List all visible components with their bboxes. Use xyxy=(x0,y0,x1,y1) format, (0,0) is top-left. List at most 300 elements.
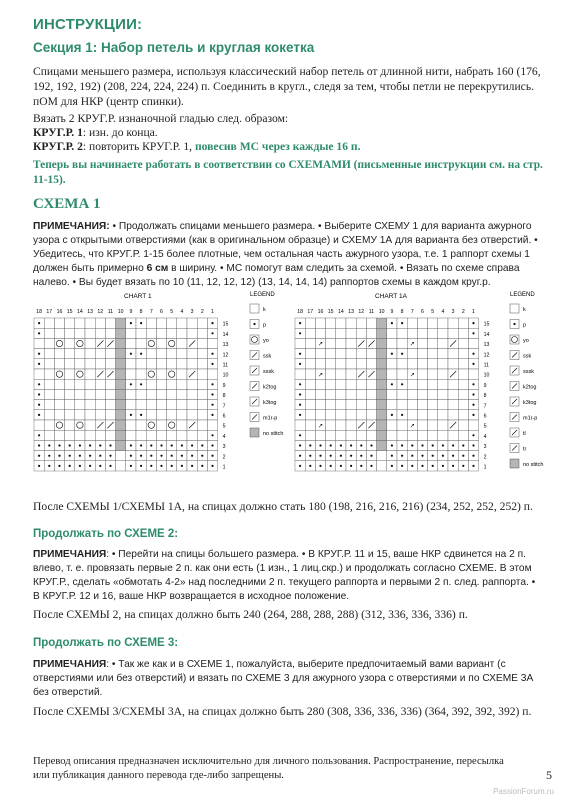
chart-cell xyxy=(65,420,75,430)
legend-label: no stitch xyxy=(523,462,544,468)
purl-dot xyxy=(340,455,342,457)
purl-dot xyxy=(360,465,362,467)
row2-green: повесив МС через каждые 16 п. xyxy=(194,140,361,153)
chart-cell xyxy=(428,430,438,440)
chart-cell xyxy=(146,389,156,399)
chart-cell xyxy=(438,349,448,359)
row-number: 10 xyxy=(483,372,490,379)
purl-dot xyxy=(432,444,434,446)
purl-dot xyxy=(452,465,454,467)
chart-cell xyxy=(448,318,458,328)
chart-cell xyxy=(177,318,187,328)
chart-cell xyxy=(116,328,126,338)
legend-label: k3tog xyxy=(263,400,277,406)
purl-dot xyxy=(350,465,352,467)
purl-dot xyxy=(171,444,173,446)
purl-dot xyxy=(160,465,162,467)
chart-cell xyxy=(315,349,325,359)
chart-cell xyxy=(366,389,376,399)
chart-cell xyxy=(458,430,468,440)
purl-dot xyxy=(58,465,60,467)
legend1a xyxy=(510,288,560,508)
chart-cell xyxy=(448,349,458,359)
col-number: 1 xyxy=(211,309,214,315)
chart-cell xyxy=(448,410,458,420)
chart-cell xyxy=(146,430,156,440)
purl-dot xyxy=(472,322,474,324)
chart-cell xyxy=(126,420,136,430)
col-number: 9 xyxy=(129,309,133,315)
row-number: 11 xyxy=(483,362,489,369)
chart-cell xyxy=(65,410,75,420)
chart-cell xyxy=(326,349,336,359)
chart-cell xyxy=(305,349,315,359)
purl-dot xyxy=(411,444,413,446)
chart-cell xyxy=(305,328,315,338)
chart-cell xyxy=(448,328,458,338)
chart-cell xyxy=(85,359,95,369)
chart-cell xyxy=(356,379,366,389)
chart-cell xyxy=(366,349,376,359)
chart-cell xyxy=(65,338,75,348)
purl-dot xyxy=(99,465,101,467)
chart-cell xyxy=(315,328,325,338)
chart-cell xyxy=(187,389,197,399)
chart-cell xyxy=(116,389,126,399)
chart-cell xyxy=(146,349,156,359)
chart-cell xyxy=(326,389,336,399)
chart-cell xyxy=(167,369,177,379)
purl-dot xyxy=(319,455,321,457)
col-number: 16 xyxy=(56,309,63,315)
purl-dot xyxy=(319,465,321,467)
col-number: 3 xyxy=(451,309,455,315)
purl-dot xyxy=(99,455,101,457)
purl-dot xyxy=(340,465,342,467)
chart-cell xyxy=(458,369,468,379)
purl-dot xyxy=(181,465,183,467)
chart-cell xyxy=(116,379,126,389)
chart-cell xyxy=(105,400,115,410)
chart-cell xyxy=(85,389,95,399)
purl-dot xyxy=(401,383,403,385)
chart-cell xyxy=(167,389,177,399)
legend-label: m1r-p xyxy=(523,415,538,422)
chart-cell xyxy=(197,430,207,440)
chart-cell xyxy=(44,430,54,440)
purl-dot xyxy=(299,455,301,457)
chart-cell xyxy=(377,359,387,369)
chart-cell xyxy=(448,400,458,410)
purl-dot xyxy=(38,414,40,416)
chart-cell xyxy=(448,389,458,399)
chart-cell xyxy=(448,379,458,389)
row1-text: : изн. до конца. xyxy=(82,126,158,139)
chart-cell xyxy=(187,430,197,440)
chart-cell xyxy=(207,420,217,430)
col-number: 6 xyxy=(421,309,424,315)
chart-cell xyxy=(417,369,427,379)
chart-cell xyxy=(407,400,417,410)
chart-cell xyxy=(126,430,136,440)
chart-cell xyxy=(346,349,356,359)
purl-dot xyxy=(38,332,40,334)
row-number: 2 xyxy=(483,454,487,461)
chart-cell xyxy=(197,349,207,359)
chart-cell xyxy=(116,400,126,410)
chart-cell xyxy=(44,369,54,379)
purl-dot xyxy=(421,455,423,457)
col-number: 17 xyxy=(307,309,314,315)
legend-label: tl xyxy=(523,431,526,437)
col-number: 9 xyxy=(390,309,394,315)
row-number: 6 xyxy=(483,413,487,420)
col-number: 12 xyxy=(97,309,104,315)
legend-label: ssk xyxy=(523,353,532,360)
legend-swatch xyxy=(510,304,519,313)
schema2-notes-text: : • Перейти на спицы большего размера. • В КРУГ.Р. 11 и 15, ваше НКР сдвинется на 2 п. влево, т. е. провязать первые 2 п. как они есть (1 изн., 1 лиц.скр.) и продолжать согласно СХЕМЕ. В этом КРУГ.Р., сделать «обмотать 4-2» над последними 2 п. текущего раппорта и первыми 2 п. след. раппорта. • В КРУГ.Р. 12 и 16, ваше НКР возвращается в исходное положение. xyxy=(33,549,536,602)
chart-cell xyxy=(458,359,468,369)
chart-cell xyxy=(428,400,438,410)
chart-cell xyxy=(326,410,336,420)
chart-cell xyxy=(85,379,95,389)
schema3-after: После СХЕМЫ 3/СХЕМЫ 3А, на спицах должно быть 280 (308, 336, 336, 336) (364, 392, 392, 392) п. xyxy=(33,705,532,718)
chart-cell xyxy=(377,318,387,328)
chart-cell xyxy=(336,349,346,359)
chart-cell xyxy=(458,389,468,399)
purl-dot xyxy=(130,414,132,416)
chart-cell xyxy=(156,359,166,369)
row-number: 3 xyxy=(222,444,226,451)
row-number: 9 xyxy=(222,382,226,389)
col-number: 2 xyxy=(461,309,465,315)
row2-text: : повторить КРУГ.Р. 1, xyxy=(82,140,193,153)
purl-dot xyxy=(391,444,393,446)
chart-cell xyxy=(95,400,105,410)
section1-para1: Спицами меньшего размера, используя классический набор петель от длинной нити, набрать 160 (176, 192, 192, 192) (208, 224, 224, 224) п. Соединить в кругл., следя за тем, чтобы петли не перекрутились. пОМ для НКР (центр спинки). xyxy=(33,65,541,108)
chart-cell xyxy=(136,359,146,369)
chart-cell xyxy=(44,359,54,369)
chart-cell xyxy=(366,328,376,338)
chart-cell xyxy=(377,379,387,389)
legend-swatch xyxy=(250,304,259,313)
chart-cell xyxy=(177,338,187,348)
chart-cell xyxy=(356,389,366,399)
chart-cell xyxy=(116,369,126,379)
chart-cell xyxy=(126,328,136,338)
col-number: 6 xyxy=(160,309,163,315)
chart-cell xyxy=(305,338,315,348)
chart-cell xyxy=(136,389,146,399)
purl-dot xyxy=(360,455,362,457)
legend-label: p xyxy=(523,322,527,329)
chart-cell xyxy=(346,410,356,420)
chart-cell xyxy=(377,369,387,379)
col-number: 16 xyxy=(317,309,324,315)
purl-dot xyxy=(421,465,423,467)
purl-dot xyxy=(442,444,444,446)
col-number: 5 xyxy=(431,309,435,315)
chart-cell xyxy=(305,379,315,389)
chart-cell xyxy=(85,318,95,328)
chart-cell xyxy=(356,328,366,338)
chart-cell xyxy=(448,359,458,369)
chart-cell xyxy=(336,400,346,410)
row-number: 4 xyxy=(222,433,226,440)
chart-cell xyxy=(156,420,166,430)
purl-dot xyxy=(130,444,132,446)
purl-dot xyxy=(472,393,474,395)
chart-cell xyxy=(458,318,468,328)
charts-note: Теперь вы начинаете работать в соответствии со СХЕМАМИ (письменные инструкции см. на стр. 11-15). xyxy=(33,159,543,186)
row-number: 11 xyxy=(222,362,228,369)
chart-cell xyxy=(156,318,166,328)
purl-dot xyxy=(432,455,434,457)
chart-cell xyxy=(438,318,448,328)
legend-label: ssk xyxy=(263,353,272,360)
chart-cell xyxy=(326,328,336,338)
chart-cell xyxy=(315,410,325,420)
row-number: 1 xyxy=(222,464,226,471)
purl-dot xyxy=(38,455,40,457)
purl-dot xyxy=(299,404,301,406)
chart-cell xyxy=(458,379,468,389)
col-number: 11 xyxy=(368,309,375,315)
legend-label: p xyxy=(263,322,267,329)
chart-cell xyxy=(417,389,427,399)
chart-cell xyxy=(177,400,187,410)
chart-cell xyxy=(428,338,438,348)
chart-cell xyxy=(377,328,387,338)
chart-cell xyxy=(85,338,95,348)
row-number: 14 xyxy=(222,331,229,338)
chart-cell xyxy=(136,420,146,430)
chart-cell xyxy=(116,420,126,430)
col-number: 4 xyxy=(441,309,445,315)
chart-cell xyxy=(326,400,336,410)
chart-cell xyxy=(146,369,156,379)
legend1a-title: LEGEND xyxy=(510,292,535,298)
purl-dot xyxy=(181,455,183,457)
chart-cell xyxy=(44,420,54,430)
chart-cell xyxy=(65,389,75,399)
chart-cell xyxy=(438,369,448,379)
chart-cell xyxy=(187,328,197,338)
chart-cell xyxy=(387,338,397,348)
chart-cell xyxy=(438,359,448,369)
chart-cell xyxy=(377,461,387,471)
purl-dot xyxy=(150,455,152,457)
chart-cell xyxy=(146,379,156,389)
chart-cell xyxy=(146,410,156,420)
twist-mark: ↗ xyxy=(409,423,415,430)
chart-cell xyxy=(54,389,64,399)
chart-cell xyxy=(428,369,438,379)
purl-dot xyxy=(472,404,474,406)
purl-dot xyxy=(211,393,213,395)
chart-cell xyxy=(377,389,387,399)
chart-cell xyxy=(75,420,85,430)
col-number: 14 xyxy=(77,309,83,315)
chart-cell xyxy=(65,379,75,389)
chart-cell xyxy=(44,349,54,359)
purl-dot xyxy=(211,322,213,324)
purl-dot xyxy=(38,404,40,406)
purl-dot xyxy=(201,465,203,467)
chart-cell xyxy=(336,389,346,399)
purl-dot xyxy=(299,332,301,334)
chart-cell xyxy=(75,410,85,420)
chart-cell xyxy=(167,410,177,420)
chart-cell xyxy=(407,410,417,420)
chart-cell xyxy=(397,328,407,338)
purl-dot xyxy=(432,465,434,467)
chart-cell xyxy=(458,400,468,410)
chart-cell xyxy=(156,338,166,348)
section1-heading: Секция 1: Набор петель и круглая кокетка xyxy=(33,40,315,55)
purl-dot xyxy=(38,353,40,355)
chart-cell xyxy=(197,420,207,430)
chart-cell xyxy=(44,389,54,399)
chart-cell xyxy=(468,338,478,348)
chart-cell xyxy=(336,369,346,379)
legend-label: yo xyxy=(523,338,529,344)
chart-cell xyxy=(448,430,458,440)
chart-cell xyxy=(377,338,387,348)
col-number: 5 xyxy=(170,309,174,315)
chart-cell xyxy=(438,420,448,430)
purl-dot xyxy=(130,455,132,457)
chart-cell xyxy=(356,410,366,420)
purl-dot xyxy=(69,465,71,467)
purl-dot xyxy=(360,444,362,446)
chart-cell xyxy=(326,359,336,369)
col-number: 4 xyxy=(180,309,184,315)
purl-dot xyxy=(191,444,193,446)
col-number: 10 xyxy=(117,309,124,315)
purl-dot xyxy=(58,455,60,457)
row-number: 10 xyxy=(222,372,229,379)
row-number: 15 xyxy=(222,321,229,328)
purl-dot xyxy=(462,465,464,467)
row-number: 13 xyxy=(483,342,490,349)
col-number: 1 xyxy=(472,309,475,315)
purl-dot xyxy=(442,455,444,457)
purl-dot xyxy=(401,414,403,416)
chart-cell xyxy=(136,328,146,338)
row-number: 7 xyxy=(222,403,226,410)
chart-cell xyxy=(54,430,64,440)
chart-cell xyxy=(428,410,438,420)
purl-dot xyxy=(401,455,403,457)
chart-cell xyxy=(44,328,54,338)
purl-dot xyxy=(370,465,372,467)
purl-dot xyxy=(48,455,50,457)
purl-dot xyxy=(391,465,393,467)
chart-cell xyxy=(126,338,136,348)
chart-cell xyxy=(438,328,448,338)
chart-cell xyxy=(458,328,468,338)
purl-dot xyxy=(38,383,40,385)
chart-cell xyxy=(156,328,166,338)
purl-dot xyxy=(472,383,474,385)
row-number: 2 xyxy=(222,454,226,461)
purl-dot xyxy=(150,444,152,446)
chart-cell xyxy=(187,410,197,420)
chart-cell xyxy=(305,400,315,410)
purl-dot xyxy=(211,465,213,467)
legend-purl xyxy=(513,323,515,325)
legend-swatch xyxy=(510,459,519,468)
chart-cell xyxy=(44,410,54,420)
schema1-notes-bold: 6 см xyxy=(146,263,169,274)
purl-dot xyxy=(299,322,301,324)
twist-mark: ↗ xyxy=(317,423,324,430)
chart-cell xyxy=(146,400,156,410)
chart-cell xyxy=(177,359,187,369)
schema1-heading: СХЕМА 1 xyxy=(33,196,101,212)
chart-cell xyxy=(438,400,448,410)
chart1 xyxy=(30,288,280,478)
purl-dot xyxy=(401,353,403,355)
chart-cell xyxy=(105,410,115,420)
chart-cell xyxy=(428,379,438,389)
chart-cell xyxy=(397,338,407,348)
purl-dot xyxy=(330,465,332,467)
purl-dot xyxy=(472,353,474,355)
chart-cell xyxy=(305,420,315,430)
chart-cell xyxy=(417,318,427,328)
purl-dot xyxy=(472,455,474,457)
chart-cell xyxy=(116,451,126,461)
chart-cell xyxy=(75,359,85,369)
purl-dot xyxy=(350,455,352,457)
chart-cell xyxy=(177,430,187,440)
purl-dot xyxy=(211,455,213,457)
chart-cell xyxy=(295,338,305,348)
chart-cell xyxy=(177,389,187,399)
purl-dot xyxy=(472,363,474,365)
purl-dot xyxy=(140,383,142,385)
chart-cell xyxy=(417,430,427,440)
chart-cell xyxy=(54,349,64,359)
purl-dot xyxy=(319,444,321,446)
schema1-after: После СХЕМЫ 1/СХЕМЫ 1А, на спицах должно стать 180 (198, 216, 216, 216) (234, 252, 252, 252) п. xyxy=(33,500,533,513)
purl-dot xyxy=(211,414,213,416)
legend-purl xyxy=(253,323,255,325)
chart-cell xyxy=(136,400,146,410)
col-number: 17 xyxy=(46,309,53,315)
schema3-notes-label: ПРИМЕЧАНИЯ xyxy=(33,659,107,670)
col-number: 12 xyxy=(358,309,365,315)
purl-dot xyxy=(211,404,213,406)
chart-cell xyxy=(156,410,166,420)
purl-dot xyxy=(109,455,111,457)
chart-cell xyxy=(156,400,166,410)
legend-label: k3tog xyxy=(523,400,537,406)
legend-label: k xyxy=(263,307,266,313)
purl-dot xyxy=(442,465,444,467)
chart-cell xyxy=(75,338,85,348)
col-number: 11 xyxy=(107,309,114,315)
row-number: 5 xyxy=(222,423,226,430)
chart-cell xyxy=(305,410,315,420)
purl-dot xyxy=(191,455,193,457)
chart-cell xyxy=(417,359,427,369)
row-number: 4 xyxy=(483,433,487,440)
purl-dot xyxy=(299,444,301,446)
page-number: 5 xyxy=(546,768,552,782)
